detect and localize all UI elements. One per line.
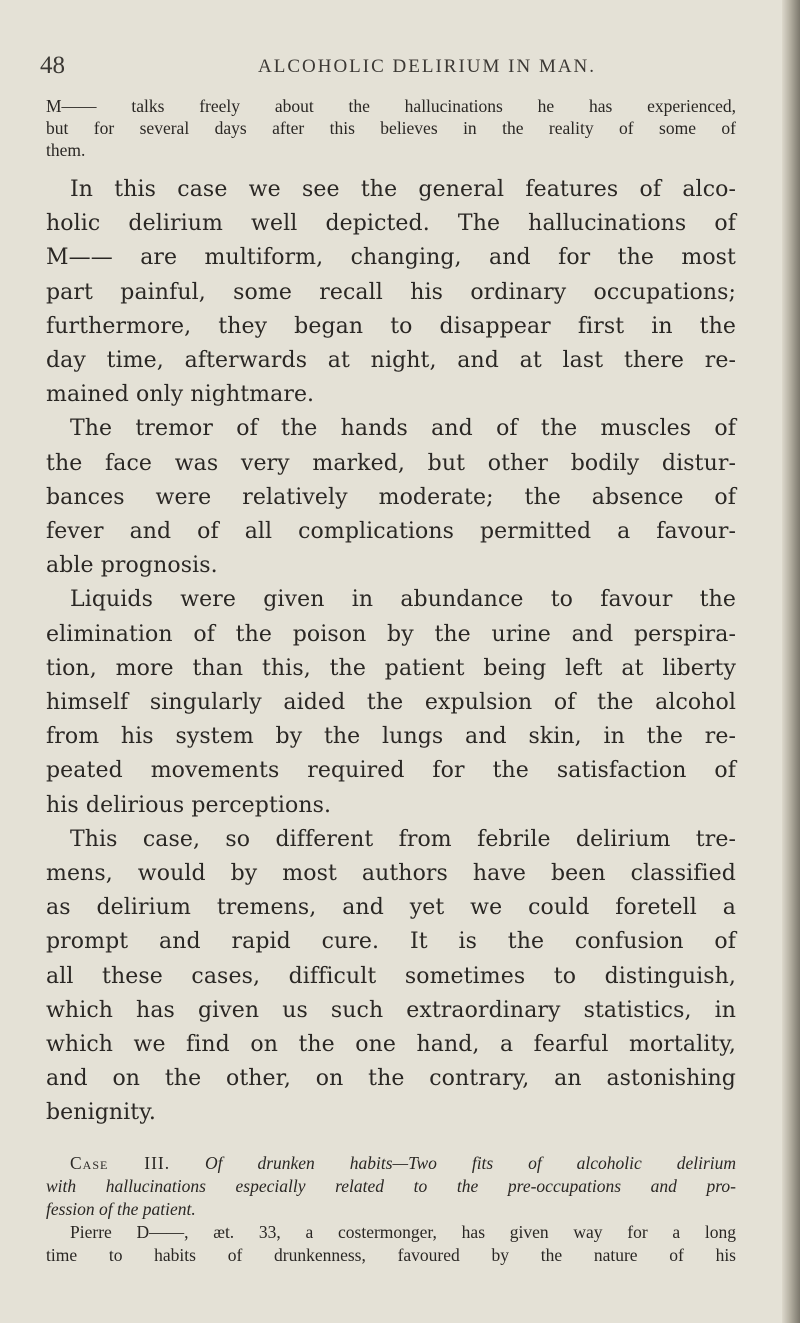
text-line: prompt and rapid cure. It is the confusion of <box>46 929 736 955</box>
text-line: part painful, some recall his ordinary occupations; <box>46 279 736 305</box>
page-edge-shadow <box>782 0 800 1323</box>
text-line: In this case we see the general features of alco- <box>70 177 736 202</box>
intro-line: but for several days after this believes in the reality of some of <box>46 118 736 138</box>
text-line: mens, would by most authors have been classified <box>46 861 736 887</box>
text-line: his delirious perceptions. <box>46 792 332 818</box>
paragraph-4 <box>46 823 736 1131</box>
case-text-line: time to habits of drunkenness, favoured by the nature of his <box>46 1245 736 1265</box>
text-line: elimination of the poison by the urine and perspira- <box>46 621 736 647</box>
text-line: day time, afterwards at night, and at last there re- <box>46 348 736 374</box>
text-line: fever and of all complications permitted a favour- <box>46 519 736 545</box>
paragraph-1 <box>46 173 736 412</box>
intro-line: them. <box>46 140 86 160</box>
text-line: holic delirium well depicted. The hallucinations of <box>46 211 736 237</box>
text-line: bances were relatively moderate; the absence of <box>46 484 736 510</box>
case-title-line: with hallucinations especially related to the pre-occupations and pro- <box>46 1176 736 1196</box>
page-number: 48 <box>40 52 65 79</box>
case-title-line: Of drunken habits—Two fits of alcoholic delirium <box>205 1153 737 1173</box>
intro-note <box>46 95 736 161</box>
text-line: mained only nightmare. <box>46 382 315 408</box>
case-title-line: fession of the patient. <box>46 1199 196 1219</box>
running-title: ALCOHOLIC DELIRIUM IN MAN. <box>258 56 597 77</box>
case-heading <box>46 1152 736 1175</box>
paragraph-2 <box>46 412 736 583</box>
text-line: from his system by the lungs and skin, in the re- <box>46 724 736 750</box>
text-line: furthermore, they began to disappear first in the <box>46 313 736 339</box>
text-line: as delirium tremens, and yet we could foretell a <box>46 895 736 921</box>
paragraph-3 <box>46 583 736 822</box>
text-line: peated movements required for the satisfaction of <box>46 758 736 784</box>
case-section <box>46 1152 736 1267</box>
text-line: tion, more than this, the patient being left at liberty <box>46 655 736 681</box>
text-line: This case, so different from febrile delirium tre- <box>70 826 736 852</box>
text-line: and on the other, on the contrary, an astonishing <box>46 1066 736 1092</box>
case-label: Case III. <box>70 1153 171 1173</box>
text-line: able prognosis. <box>46 553 218 579</box>
text-line: The tremor of the hands and of the muscles of <box>70 416 736 442</box>
text-line: himself singularly aided the expulsion of the alcohol <box>46 690 736 716</box>
page-header <box>40 52 760 92</box>
case-text-line: Pierre D——, æt. 33, a costermonger, has given way for a long <box>70 1222 736 1242</box>
text-line: the face was very marked, but other bodily distur- <box>46 450 736 476</box>
text-line: benignity. <box>46 1100 156 1126</box>
text-line: which we find on the one hand, a fearful mortality, <box>46 1032 736 1058</box>
text-line: which has given us such extraordinary statistics, in <box>46 997 736 1023</box>
main-text <box>46 173 736 1131</box>
text-line: M—— are multiform, changing, and for the most <box>46 245 736 271</box>
intro-line: M—— talks freely about the hallucinations he has experienced, <box>46 96 736 116</box>
text-line: Liquids were given in abundance to favour the <box>70 587 736 613</box>
text-line: all these cases, difficult sometimes to distinguish, <box>46 963 736 989</box>
